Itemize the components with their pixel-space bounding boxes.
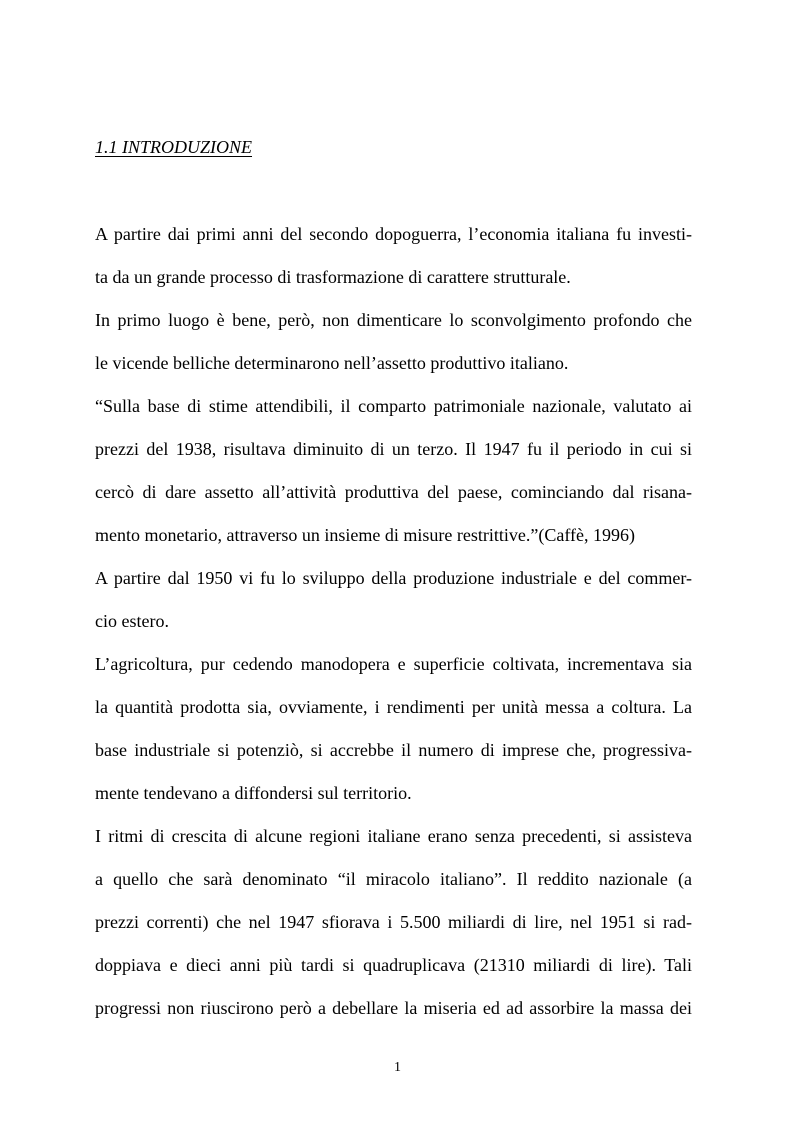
text-line-12: la quantità prodotta sia, ovviamente, i rendimenti per unità messa a coltura. La — [95, 697, 692, 717]
text-line-15: I ritmi di crescita di alcune regioni italiane erano senza precedenti, si assisteva — [95, 826, 692, 846]
text-line-2: ta da un grande processo di trasformazione di carattere strutturale. — [95, 267, 571, 287]
text-line-10: cio estero. — [95, 611, 169, 631]
section-heading: 1.1 INTRODUZIONE — [95, 137, 253, 157]
text-line-9: A partire dal 1950 vi fu lo sviluppo della produzione industriale e del commer- — [95, 568, 692, 588]
text-line-1: A partire dai primi anni del secondo dopoguerra, l’economia italiana fu investi- — [95, 224, 692, 244]
text-line-16: a quello che sarà denominato “il miracolo italiano”. Il reddito nazionale (a — [95, 869, 692, 889]
text-line-13: base industriale si potenziò, si accrebbe il numero di imprese che, progressiva- — [95, 740, 692, 760]
text-line-4: le vicende belliche determinarono nell’assetto produttivo italiano. — [95, 353, 569, 373]
text-line-3: In primo luogo è bene, però, non dimenticare lo sconvolgimento profondo che — [95, 310, 692, 330]
text-line-19: progressi non riuscirono però a debellare la miseria ed ad assorbire la massa dei — [95, 998, 692, 1018]
text-line-11: L’agricoltura, pur cedendo manodopera e superficie coltivata, incrementava sia — [95, 654, 692, 674]
text-line-14: mente tendevano a diffondersi sul territorio. — [95, 783, 412, 803]
page-number: 1 — [394, 1060, 401, 1075]
text-line-8: mento monetario, attraverso un insieme di misure restrittive.”(Caffè, 1996) — [95, 525, 636, 545]
text-line-6: prezzi del 1938, risultava diminuito di un terzo. Il 1947 fu il periodo in cui si — [95, 439, 692, 459]
text-line-18: doppiava e dieci anni più tardi si quadruplicava (21310 miliardi di lire). Tali — [95, 955, 692, 975]
text-line-5: “Sulla base di stime attendibili, il comparto patrimoniale nazionale, valutato ai — [95, 396, 692, 416]
text-line-17: prezzi correnti) che nel 1947 sfiorava i 5.500 miliardi di lire, nel 1951 si rad- — [95, 912, 692, 932]
text-line-7: cercò di dare assetto all’attività produttiva del paese, cominciando dal risana- — [95, 482, 692, 502]
